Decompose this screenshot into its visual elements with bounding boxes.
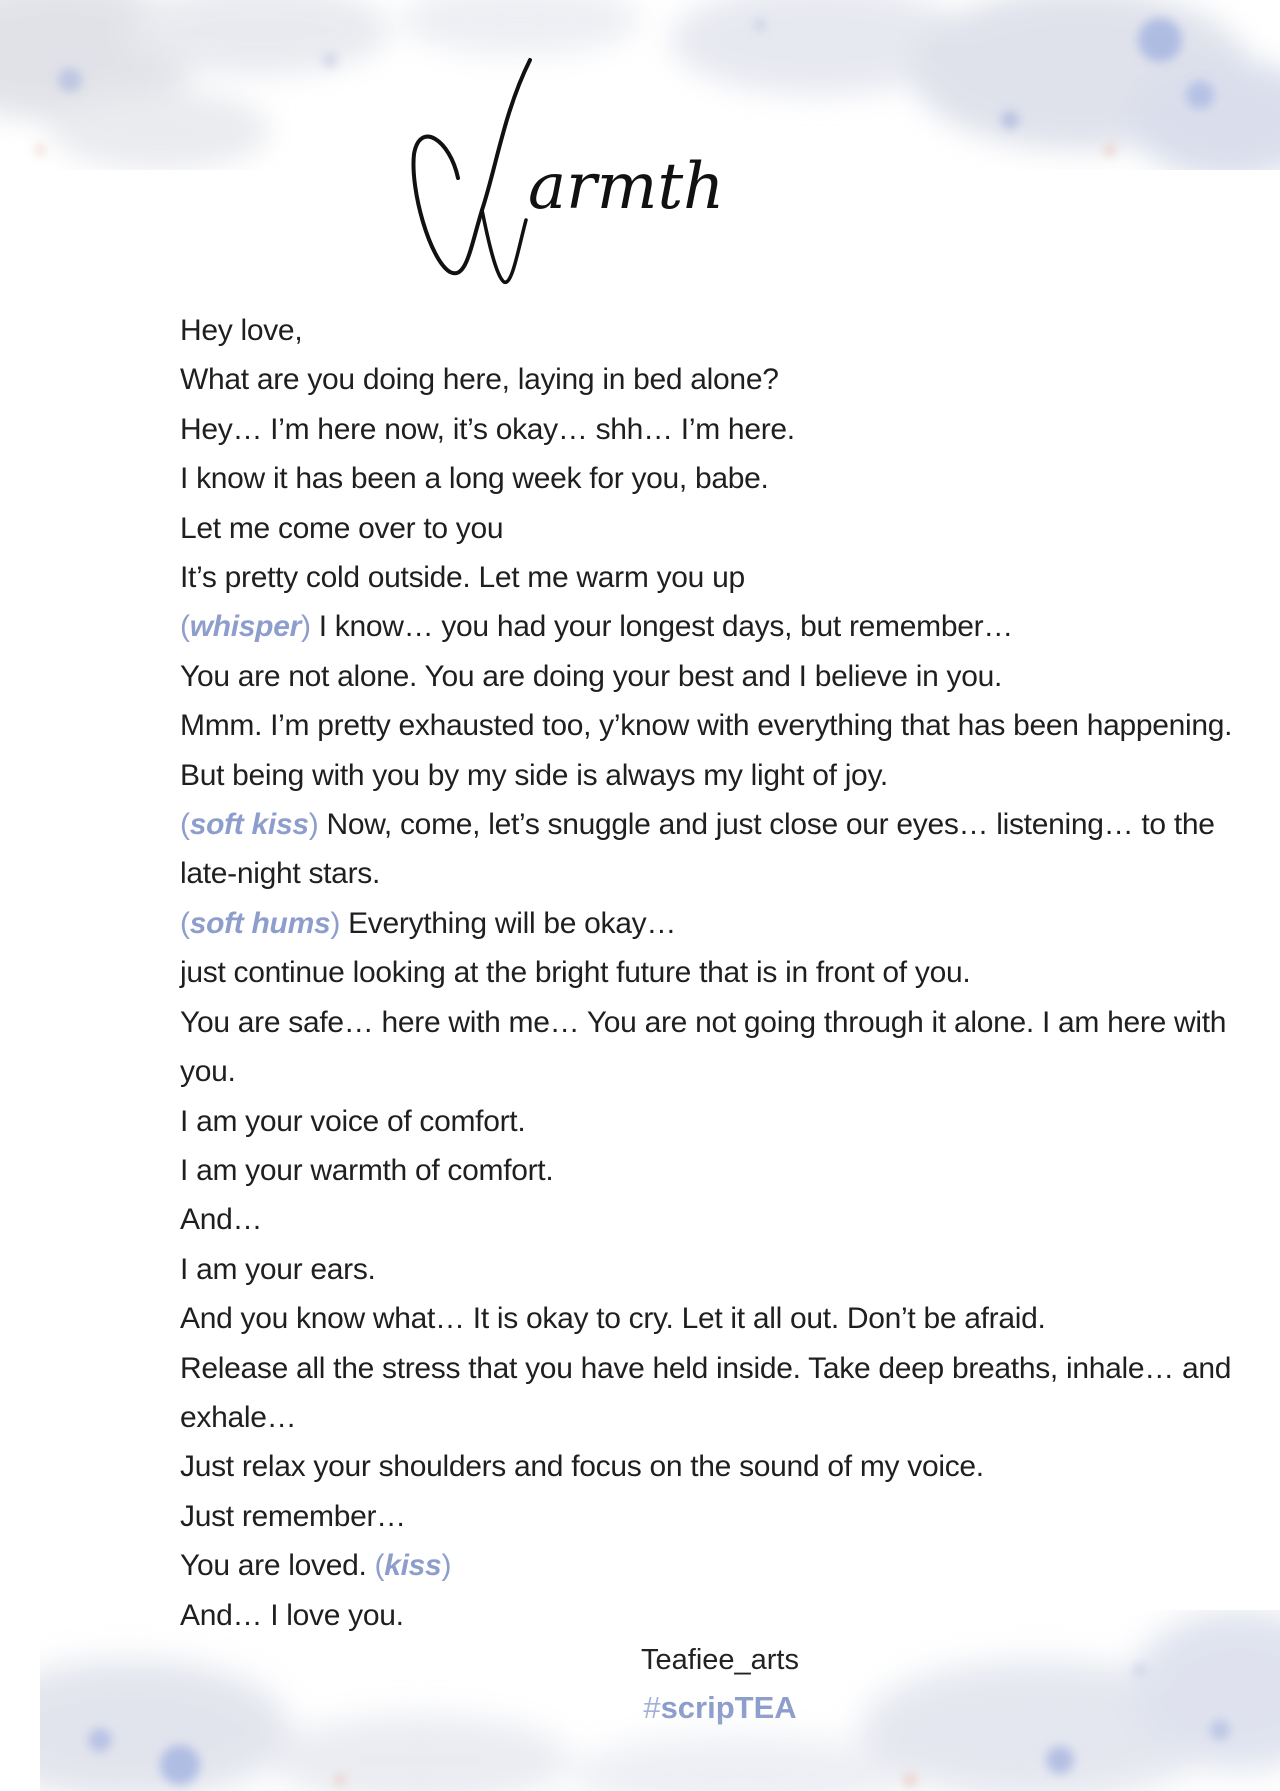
script-line — [180, 1146, 1260, 1195]
hashtag — [600, 1684, 840, 1732]
stage-cue-text: soft hums — [189, 906, 331, 940]
script-line — [180, 405, 1260, 454]
script-line-text: Just remember… — [180, 1499, 406, 1533]
stage-cue: (soft hums) — [180, 906, 341, 940]
script-line-text: Let me come over to you — [180, 511, 504, 545]
script-line — [180, 1195, 1260, 1244]
script-line — [180, 948, 1260, 997]
script-line — [180, 504, 1260, 553]
script-line — [180, 1097, 1260, 1146]
stage-cue: (kiss) — [374, 1549, 452, 1583]
script-line — [180, 1344, 1260, 1443]
script-line-text: I am your warmth of comfort. — [180, 1153, 554, 1187]
script-line — [180, 602, 1260, 651]
script-line-text: I know… you had your longest days, but remember… — [310, 610, 1013, 644]
script-line — [180, 652, 1260, 701]
script-line-text: You are loved. — [180, 1549, 375, 1583]
script-line-text: You are safe… here with me… You are not going through it alone. I am here with you. — [180, 1005, 1227, 1089]
footer — [600, 1636, 840, 1732]
script-line — [180, 306, 1260, 355]
script-line-text: And… I love you. — [180, 1598, 404, 1632]
script-line — [180, 998, 1260, 1097]
script-line-text: But being with you by my side is always my light of joy. — [180, 758, 888, 792]
script-line — [180, 454, 1260, 503]
script-line — [180, 1591, 1260, 1640]
script-line — [180, 1492, 1260, 1541]
script-line-text: And… — [180, 1203, 263, 1237]
page-title — [400, 50, 780, 290]
script-line-text: Everything will be okay… — [340, 906, 677, 940]
script-line-text: Now, come, let’s snuggle and just close our eyes… listening… to the late-night stars. — [180, 808, 1215, 891]
stage-cue-text: soft kiss — [189, 808, 309, 842]
script-line-text: I am your ears. — [180, 1252, 376, 1286]
script-line-text: just continue looking at the bright future that is in front of you. — [180, 956, 971, 990]
script-line-text: Mmm. I’m pretty exhausted too, y’know with everything that has been happening. — [180, 709, 1233, 743]
script-line-text: You are not alone. You are doing your best and I believe in you. — [180, 659, 1003, 693]
script-line-text: Just relax your shoulders and focus on the sound of my voice. — [180, 1450, 984, 1484]
stage-cue-text: whisper — [189, 610, 301, 644]
stage-cue-text: kiss — [384, 1549, 442, 1583]
script-line — [180, 1294, 1260, 1343]
hash-symbol: # — [643, 1690, 661, 1725]
author-credit: Teafiee_arts — [641, 1644, 799, 1676]
script-line — [180, 751, 1260, 800]
script-line-text: And you know what… It is okay to cry. Let it all out. Don’t be afraid. — [180, 1302, 1046, 1336]
script-line — [180, 553, 1260, 602]
stage-cue: (soft kiss) — [180, 808, 319, 842]
script-line — [180, 899, 1260, 948]
script-line-text: Release all the stress that you have held inside. Take deep breaths, inhale… and exhale… — [180, 1351, 1232, 1434]
stage-cue: (whisper) — [180, 610, 311, 644]
script-line-text: I know it has been a long week for you, babe. — [180, 462, 769, 496]
script-line-text: Hey… I’m here now, it’s okay… shh… I’m here. — [180, 412, 795, 446]
script-line-text: What are you doing here, laying in bed alone? — [180, 363, 779, 397]
script-line — [180, 355, 1260, 404]
script-line — [180, 800, 1260, 899]
script-line-text: I am your voice of comfort. — [180, 1104, 526, 1138]
script-line-text: It’s pretty cold outside. Let me warm you up — [180, 561, 745, 595]
script-line — [180, 1442, 1260, 1491]
script-line-text: Hey love, — [180, 314, 303, 347]
svg-text:armth: armth — [528, 150, 725, 224]
script-line — [180, 701, 1260, 750]
script-line — [180, 1245, 1260, 1294]
script-body — [180, 306, 1260, 1640]
hashtag-text: scripTEA — [660, 1690, 797, 1725]
script-line — [180, 1541, 1260, 1590]
